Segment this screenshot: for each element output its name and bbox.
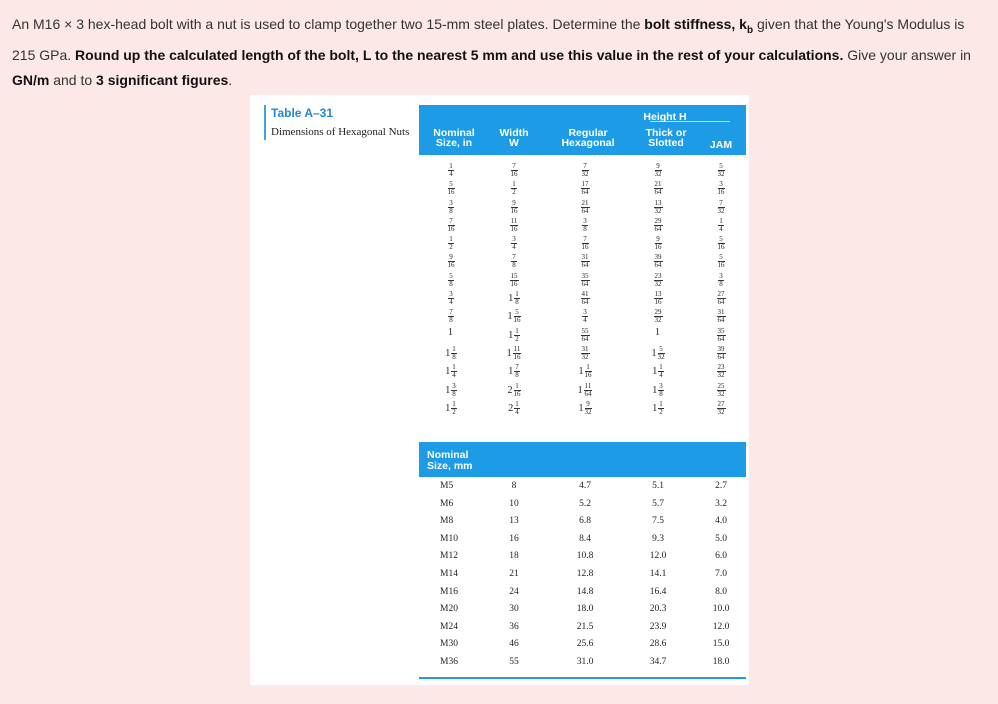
inch-cell-fraction: $\frac{31}{32}$ <box>581 344 589 361</box>
inch-cell-fraction: $\frac{5}{32}$ <box>657 344 665 361</box>
metric-cell-regular: 10.8 <box>576 551 594 562</box>
inch-cell-fraction: $\frac{11}{64}$ <box>584 381 592 398</box>
header-thick: Thick or Slotted <box>645 127 687 149</box>
inch-cell-fraction: $\frac{31}{64}$ <box>581 253 589 270</box>
metric-cell-width: 21 <box>509 568 519 579</box>
inch-cell-width <box>499 200 529 218</box>
question-part-1: An M16 × 3 hex-head bolt with a nut is used to clamp together two 15-mm steel plates. Determine the <box>12 16 645 32</box>
metric-cell-jam: 7.0 <box>715 568 727 579</box>
inch-cell-regular <box>570 309 600 327</box>
inch-cell-jam <box>706 236 736 254</box>
metric-cell-thick: 5.1 <box>652 481 664 491</box>
inch-cell-size <box>436 200 466 218</box>
inch-cell-whole: 2 <box>507 384 513 396</box>
inch-cell-fraction: $\frac{1}{8}$ <box>515 290 519 307</box>
inch-cell-regular <box>570 200 600 218</box>
header-nominal-mm: Nominal Size, mm <box>427 449 473 472</box>
table-label: Table A–31 <box>271 106 334 120</box>
metric-cell-thick: 20.3 <box>649 604 667 615</box>
metric-cell-size: M16 <box>440 586 458 597</box>
inch-cell-fraction: $\frac{1}{4}$ <box>449 162 453 178</box>
inch-cell-fraction: $\frac{3}{4}$ <box>449 290 453 307</box>
inch-cell-fraction: $\frac{3}{8}$ <box>719 271 723 288</box>
inch-cell-fraction: $\frac{9}{16}$ <box>447 253 455 270</box>
inch-cell-fraction: $\frac{5}{16}$ <box>717 235 725 252</box>
inch-cell-width <box>499 291 529 309</box>
inch-cell-fraction: $\frac{23}{32}$ <box>717 363 725 380</box>
metric-cell-width: 10 <box>509 498 519 509</box>
inch-cell-size <box>436 346 466 364</box>
inch-cell-size <box>436 328 466 346</box>
inch-cell-thick <box>643 328 673 346</box>
inch-cell-fraction: $\frac{11}{16}$ <box>510 216 518 233</box>
inch-cell-jam <box>706 218 736 236</box>
inch-cell-size <box>436 163 466 181</box>
inch-cell-fraction: $\frac{1}{2}$ <box>449 235 453 252</box>
inch-cell-fraction: $\frac{35}{64}$ <box>717 326 725 343</box>
inch-cell-regular <box>570 328 600 346</box>
metric-cell-regular: 21.5 <box>576 621 594 632</box>
inch-cell-fraction: $\frac{25}{32}$ <box>717 381 725 398</box>
inch-cell-jam <box>706 383 736 401</box>
inch-cell-fraction: $\frac{1}{4}$ <box>515 399 519 416</box>
metric-cell-thick: 12.0 <box>649 551 667 562</box>
metric-cell-width: 30 <box>509 604 519 615</box>
inch-cell-regular <box>570 273 600 291</box>
inch-cell-regular <box>570 163 600 181</box>
inch-cell-width <box>499 309 529 327</box>
column-thick-mm <box>636 478 680 672</box>
column-regular-mm <box>563 478 607 672</box>
inch-cell-width <box>499 273 529 291</box>
inch-cell-size <box>436 291 466 309</box>
inch-cell-fraction: $\frac{3}{8}$ <box>449 198 453 215</box>
nut-dimensions-table-image <box>250 95 749 685</box>
inch-cell-fraction: $\frac{13}{32}$ <box>654 198 662 215</box>
inch-cell-jam <box>706 163 736 181</box>
metric-cell-thick: 16.4 <box>649 586 667 597</box>
inch-cell-width <box>499 218 529 236</box>
metric-cell-size: M10 <box>440 533 458 544</box>
inch-cell-fraction: $\frac{1}{2}$ <box>512 180 516 197</box>
inch-cell-fraction: $\frac{55}{64}$ <box>581 326 589 343</box>
metric-header-band <box>419 442 746 477</box>
question-bold-stiffness: bolt stiffness, $k_b$ <box>644 16 754 36</box>
inch-cell-whole: 1 <box>445 384 451 396</box>
metric-cell-size: M8 <box>440 516 454 527</box>
metric-cell-thick: 34.7 <box>649 656 667 667</box>
metric-cell-regular: 31.0 <box>576 656 594 667</box>
inch-cell-fraction: $\frac{5}{16}$ <box>513 308 521 325</box>
inch-cell-whole: 1 <box>651 347 657 359</box>
metric-cell-regular: 8.4 <box>579 533 591 544</box>
inch-cell-thick <box>643 364 673 382</box>
metric-cell-width: 8 <box>511 481 517 491</box>
metric-cell-regular: 18.0 <box>576 604 594 615</box>
metric-cell-jam: 15.0 <box>712 639 730 650</box>
inch-cell-regular <box>570 401 600 419</box>
inch-cell-fraction: $\frac{1}{2}$ <box>659 399 663 416</box>
inch-cell-size <box>436 181 466 199</box>
inch-cell-whole: 1 <box>445 366 451 378</box>
inch-cell-whole: 1 <box>508 366 514 378</box>
inch-cell-whole: 2 <box>508 402 514 414</box>
inch-cell-jam <box>706 309 736 327</box>
metric-cell-regular: 5.2 <box>579 498 591 509</box>
inch-cell-whole: 1 <box>655 327 660 339</box>
metric-cell-regular: 25.6 <box>576 639 594 650</box>
metric-cell-thick: 7.5 <box>652 516 664 527</box>
inch-cell-regular <box>570 236 600 254</box>
inch-cell-fraction: $\frac{7}{8}$ <box>449 308 453 325</box>
inch-cell-size <box>436 254 466 272</box>
inch-cell-size <box>436 364 466 382</box>
metric-cell-width: 13 <box>509 516 519 527</box>
inch-cell-jam <box>706 346 736 364</box>
inch-cell-whole: 1 <box>445 402 451 414</box>
inch-cell-fraction: $\frac{9}{16}$ <box>654 235 662 252</box>
inch-cell-jam <box>706 181 736 199</box>
inch-cell-fraction: $\frac{3}{4}$ <box>583 308 587 325</box>
inch-cell-width <box>499 328 529 346</box>
column-width-mm <box>495 478 533 672</box>
inch-cell-jam <box>706 200 736 218</box>
question-part-5: . <box>228 71 233 88</box>
inch-cell-fraction: $\frac{23}{32}$ <box>654 271 662 288</box>
inch-cell-size <box>436 236 466 254</box>
inch-cell-fraction: $\frac{39}{64}$ <box>654 253 662 270</box>
inch-cell-fraction: $\frac{3}{8}$ <box>452 381 456 398</box>
inch-cell-size <box>436 309 466 327</box>
inch-cell-fraction: $\frac{11}{16}$ <box>513 344 521 361</box>
inch-cell-whole: 1 <box>445 347 451 359</box>
question-part-3: Give your answer in <box>843 46 971 63</box>
inch-cell-fraction: $\frac{1}{4}$ <box>452 363 456 380</box>
metric-cell-thick: 9.3 <box>652 533 664 544</box>
inch-cell-fraction: $\frac{7}{16}$ <box>510 162 518 178</box>
inch-cell-size <box>436 401 466 419</box>
inch-cell-regular <box>570 218 600 236</box>
inch-cell-whole: 1 <box>448 327 453 339</box>
metric-cell-thick: 28.6 <box>649 639 667 650</box>
inch-cell-whole: 1 <box>577 384 583 396</box>
question-bold-units: GN/m <box>12 71 50 88</box>
inch-cell-fraction: $\frac{3}{8}$ <box>583 216 587 233</box>
question-bold-sigfigs: 3 significant figures <box>96 71 229 88</box>
metric-cell-regular: 14.8 <box>576 586 594 597</box>
column-regular-in <box>570 163 600 419</box>
inch-cell-thick <box>643 181 673 199</box>
inch-cell-fraction: $\frac{29}{64}$ <box>654 216 662 233</box>
inch-cell-fraction: $\frac{21}{64}$ <box>654 180 662 197</box>
inch-cell-fraction: $\frac{7}{8}$ <box>515 363 519 380</box>
inch-cell-fraction: $\frac{15}{16}$ <box>510 271 518 288</box>
inch-cell-fraction: $\frac{13}{16}$ <box>654 290 662 307</box>
inch-cell-fraction: $\frac{31}{64}$ <box>717 308 725 325</box>
column-nominal-mm <box>440 478 480 672</box>
inch-cell-fraction: $\frac{5}{16}$ <box>447 180 455 197</box>
metric-cell-size: M20 <box>440 604 458 615</box>
header-width: Width W <box>499 127 529 149</box>
metric-cell-thick: 23.9 <box>649 621 667 632</box>
metric-cell-jam: 8.0 <box>715 586 727 597</box>
inch-cell-fraction: $\frac{7}{32}$ <box>717 198 725 215</box>
metric-cell-size: M5 <box>440 481 454 491</box>
inch-cell-whole: 1 <box>506 347 512 359</box>
inch-cell-fraction: $\frac{9}{16}$ <box>510 198 518 215</box>
inch-cell-fraction: $\frac{7}{8}$ <box>512 253 516 270</box>
inch-cell-regular <box>570 383 600 401</box>
table-caption-text: Dimensions of Hexagonal Nuts <box>271 126 410 138</box>
inch-cell-whole: 1 <box>507 311 513 323</box>
inch-cell-whole: 1 <box>578 402 584 414</box>
inch-cell-width <box>499 401 529 419</box>
metric-cell-jam: 3.2 <box>715 498 727 509</box>
inch-cell-fraction: $\frac{1}{2}$ <box>515 326 519 343</box>
table-bottom-rule <box>419 677 746 679</box>
metric-cell-width: 55 <box>509 656 519 667</box>
inch-cell-jam <box>706 291 736 309</box>
metric-cell-size: M24 <box>440 621 458 632</box>
inch-cell-fraction: $\frac{29}{32}$ <box>654 308 662 325</box>
inch-cell-fraction: $\frac{1}{4}$ <box>659 363 663 380</box>
metric-cell-jam: 10.0 <box>712 604 730 615</box>
inch-cell-thick <box>643 291 673 309</box>
inch-cell-thick <box>643 346 673 364</box>
column-nominal-in <box>436 163 466 419</box>
metric-cell-width: 36 <box>509 621 519 632</box>
inch-cell-thick <box>643 401 673 419</box>
inch-cell-fraction: $\frac{39}{64}$ <box>717 344 725 361</box>
inch-cell-regular <box>570 181 600 199</box>
question-bold-roundup: Round up the calculated length of the bolt, L to the nearest 5 mm and use this value in the rest of your calculations. <box>75 46 844 63</box>
inch-cell-thick <box>643 218 673 236</box>
inch-cell-fraction: $\frac{7}{32}$ <box>581 162 589 178</box>
inch-cell-whole: 1 <box>652 384 658 396</box>
metric-cell-jam: 12.0 <box>712 621 730 632</box>
inch-cell-regular <box>570 346 600 364</box>
inch-cell-fraction: $\frac{35}{64}$ <box>581 271 589 288</box>
metric-cell-jam: 4.0 <box>715 516 727 527</box>
metric-cell-jam: 18.0 <box>712 656 730 667</box>
inch-cell-size <box>436 273 466 291</box>
inch-cell-regular <box>570 364 600 382</box>
height-group-rule <box>650 121 730 122</box>
metric-cell-thick: 5.7 <box>652 498 664 509</box>
inch-cell-width <box>499 163 529 181</box>
column-width-in <box>499 163 529 419</box>
inch-cell-whole: 1 <box>578 366 584 378</box>
metric-cell-width: 24 <box>509 586 519 597</box>
inch-cell-width <box>499 383 529 401</box>
header-regular: Regular Hexagonal <box>561 127 615 149</box>
inch-cell-fraction: $\frac{27}{32}$ <box>717 399 725 416</box>
metric-cell-jam: 2.7 <box>715 481 727 491</box>
metric-cell-width: 16 <box>509 533 519 544</box>
inch-cell-width <box>499 346 529 364</box>
question-text <box>12 12 982 93</box>
inch-cell-fraction: $\frac{3}{4}$ <box>512 235 516 252</box>
metric-cell-size: M6 <box>440 498 454 509</box>
metric-cell-jam: 6.0 <box>715 551 727 562</box>
inch-cell-fraction: $\frac{1}{4}$ <box>719 216 723 233</box>
column-thick-in <box>643 163 673 419</box>
inch-cell-fraction: $\frac{1}{16}$ <box>584 363 592 380</box>
inch-cell-fraction: $\frac{3}{8}$ <box>659 381 663 398</box>
inch-header-band <box>419 105 746 155</box>
inch-cell-fraction: $\frac{17}{64}$ <box>581 180 589 197</box>
inch-cell-thick <box>643 273 673 291</box>
inch-cell-jam <box>706 328 736 346</box>
inch-cell-size <box>436 218 466 236</box>
inch-cell-whole: 1 <box>652 402 658 414</box>
inch-cell-fraction: $\frac{5}{16}$ <box>717 253 725 270</box>
metric-cell-width: 46 <box>509 639 519 650</box>
inch-cell-whole: 1 <box>508 293 514 305</box>
header-jam: JAM <box>709 139 733 151</box>
metric-cell-size: M12 <box>440 551 458 562</box>
inch-cell-fraction: $\frac{5}{32}$ <box>717 162 725 178</box>
inch-cell-fraction: $\frac{7}{16}$ <box>447 216 455 233</box>
inch-cell-whole: 1 <box>652 366 658 378</box>
inch-cell-fraction: $\frac{41}{64}$ <box>581 290 589 307</box>
inch-cell-thick <box>643 200 673 218</box>
inch-cell-width <box>499 236 529 254</box>
inch-cell-thick <box>643 309 673 327</box>
inch-cell-thick <box>643 383 673 401</box>
metric-cell-regular: 12.8 <box>576 568 594 579</box>
inch-cell-regular <box>570 291 600 309</box>
metric-cell-jam: 5.0 <box>715 533 727 544</box>
inch-cell-thick <box>643 254 673 272</box>
inch-cell-fraction: $\frac{7}{16}$ <box>581 235 589 252</box>
metric-cell-size: M14 <box>440 568 458 579</box>
inch-cell-fraction: $\frac{21}{64}$ <box>581 198 589 215</box>
inch-cell-fraction: $\frac{1}{2}$ <box>452 399 456 416</box>
inch-cell-jam <box>706 401 736 419</box>
metric-cell-size: M30 <box>440 639 458 650</box>
inch-cell-size <box>436 383 466 401</box>
column-jam-in <box>706 163 736 419</box>
inch-cell-thick <box>643 163 673 181</box>
inch-cell-fraction: $\frac{9}{32}$ <box>654 162 662 178</box>
metric-cell-size: M36 <box>440 656 458 667</box>
inch-cell-width <box>499 181 529 199</box>
metric-cell-regular: 6.8 <box>579 516 591 527</box>
inch-cell-fraction: $\frac{27}{64}$ <box>717 290 725 307</box>
inch-cell-fraction: $\frac{3}{16}$ <box>717 180 725 197</box>
header-height-group: Height H <box>643 111 687 123</box>
metric-cell-thick: 14.1 <box>649 568 667 579</box>
inch-cell-fraction: $\frac{9}{32}$ <box>584 399 592 416</box>
metric-cell-regular: 4.7 <box>579 481 591 491</box>
inch-cell-jam <box>706 254 736 272</box>
inch-cell-width <box>499 364 529 382</box>
column-jam-mm <box>701 478 741 672</box>
question-part-4: and to <box>49 71 97 88</box>
question-part-2: given that the Young's Modulus is 215 GPa. <box>12 16 965 63</box>
inch-cell-fraction: $\frac{1}{16}$ <box>513 381 521 398</box>
table-caption <box>264 105 421 140</box>
inch-cell-whole: 1 <box>508 329 514 341</box>
inch-cell-jam <box>706 364 736 382</box>
inch-cell-thick <box>643 236 673 254</box>
metric-cell-width: 18 <box>509 551 519 562</box>
inch-cell-width <box>499 254 529 272</box>
inch-cell-regular <box>570 254 600 272</box>
header-nominal-in: Nominal Size, in <box>433 127 475 149</box>
inch-cell-fraction: $\frac{5}{8}$ <box>449 271 453 288</box>
inch-cell-jam <box>706 273 736 291</box>
inch-cell-fraction: $\frac{1}{8}$ <box>452 344 456 361</box>
